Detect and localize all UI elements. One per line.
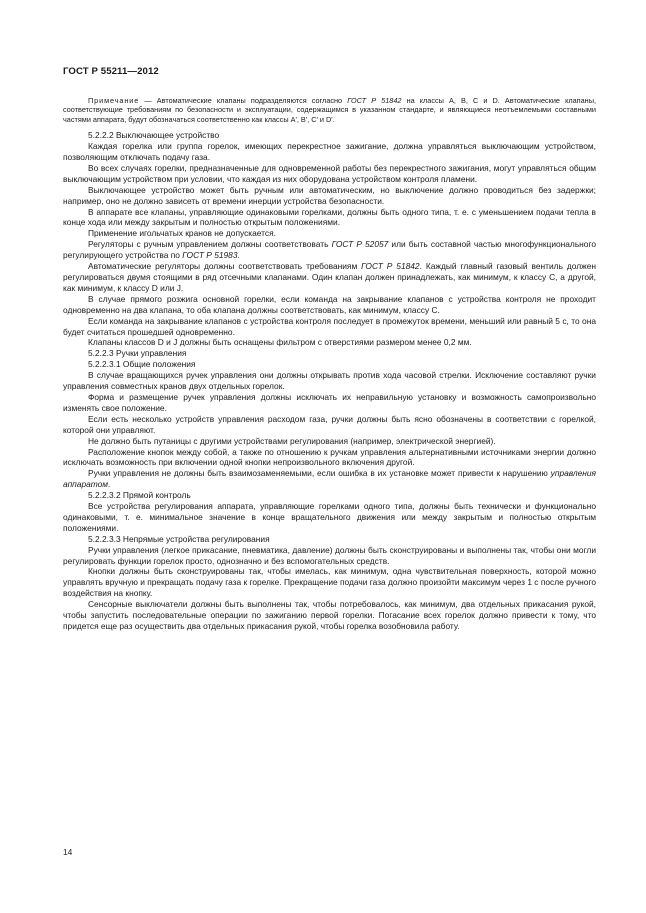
paragraph: В аппарате все клапаны, управляющие одинаковыми горелками, должны быть одного типа, т. е. с уменьшением подачи тепла в конце хода или между закрытым и полностью открытым положениями. [63, 206, 596, 228]
paragraph: Ручки управления (легкое прикасание, пневматика, давление) должны быть сконструированы и выполнены так, чтобы они могли регулировать функции горелок просто, однозначно и без вспомогательных средств. [63, 544, 596, 566]
paragraph: Автоматические регуляторы должны соответствовать требованиям ГОСТ Р 51842. Каждый главный газовый вентиль должен регулироваться двумя стоящими в ряд отсечными клапанами. Один клапан должен принадлежать, как минимум, к классу С, а другой, как минимум, к классу D или J. [63, 261, 596, 293]
note-paragraph: Примечание — Автоматические клапаны подразделяются согласно ГОСТ Р 51842 на классы А, В, С и D. Автоматические клапаны, соответствующие требованиям по безопасности и эксплуатации, содержащимся в указанном стандарте, и являющиеся неотъемлемыми составными частями аппарата, будут обозначаться соответственно как классы А', В', С' и D'. [63, 96, 596, 124]
paragraph: Форма и размещение ручек управления должны исключать их неправильную установку и возможность самопроизвольно изменять свое положение. [63, 391, 596, 413]
paragraph: Ручки управления не должны быть взаимозаменяемыми, если ошибка в их установке может привести к нарушению управления аппаратом. [63, 468, 596, 490]
emphasis: управления аппаратом [63, 468, 596, 490]
paragraph: Кнопки должны быть сконструированы так, чтобы имелась, как минимум, одна чувствительная поверхность, которой можно управлять вручную и прекращать подачу газа к горелке. Прекращение подачи газа должно произойти максимум через 1 с после ручного воздействия на кнопку. [63, 566, 596, 599]
subsection-heading-52232: 5.2.2.3.2 Прямой контроль [88, 490, 191, 501]
paragraph: Не должно быть путаницы с другими устройствами регулирования (например, электрической энергией). [88, 435, 496, 446]
document-body [63, 96, 596, 632]
paragraph: Во всех случаях горелки, предназначенные для одновременной работы без перекрестного зажигания, могут управляться общим выключающим устройством при условии, что каждая из них оборудована устройством контроля пламени. [63, 162, 596, 184]
paragraph: Сенсорные выключатели должны быть выполнены так, чтобы потребовалось, как минимум, два отдельных прикасания рукой, чтобы запустить последовательные операции по зажиганию первой горелки. Погасание всех горелок должно привести к тому, что придется еще раз осуществить два отдельных прикасания рукой, чтобы горелка возобновила работу. [63, 599, 596, 631]
paragraph: Если команда на закрывание клапанов с устройства контроля последует в промежуток времени, меньший или равный 5 с, то она будет считаться прошедшей одновременно. [63, 315, 596, 337]
paragraph: Клапаны классов D и J должны быть оснащены фильтром с отверстиями размером менее 0,2 мм. [88, 337, 472, 348]
standard-reference: ГОСТ Р 51842 [347, 96, 402, 105]
paragraph: Расположение кнопок между собой, а также по отношению к ручкам управления альтернативными источниками энергии должно исключать возможность при включении одной кнопки непроизвольного включения другой. [63, 446, 596, 468]
section-heading-5223: 5.2.2.3 Ручки управления [88, 348, 187, 359]
paragraph: Регуляторы с ручным управлением должны соответствовать ГОСТ Р 52057 или быть составной частью многофункционального регулирующего устройства по ГОСТ Р 51983. [63, 239, 596, 261]
paragraph: Если есть несколько устройств управления расходом газа, ручки должны быть ясно обозначены в соответствии с горелкой, которой они управляют. [63, 413, 596, 435]
subsection-heading-52231: 5.2.2.3.1 Общие положения [88, 359, 196, 370]
paragraph: Применение игольчатых кранов не допускается. [88, 228, 276, 239]
subsection-heading-52233: 5.2.2.3.3 Непрямые устройства регулирования [88, 533, 270, 544]
standard-reference: ГОСТ Р 51983 [182, 250, 238, 261]
document-header: ГОСТ Р 55211—2012 [63, 66, 159, 77]
standard-reference: ГОСТ Р 52057 [331, 239, 389, 250]
standard-reference: ГОСТ Р 51842 [361, 261, 420, 272]
paragraph: Все устройства регулирования аппарата, управляющие горелками одного типа, должны быть технически и функционально одинаковыми, т. е. минимальное значение в конце вращательного движения или между закрытым и полностью открытым положениями. [63, 501, 596, 533]
page-number: 14 [63, 847, 73, 857]
note-label: Примечание [88, 96, 140, 105]
paragraph: Выключающее устройство может быть ручным или автоматическим, но выключение должно проводиться без задержки; например, оно не должно зависеть от времени инерции устройства безопасности. [63, 184, 596, 206]
paragraph: В случае вращающихся ручек управления они должны открывать против хода часовой стрелки. Исключение составляют ручки управления совместных кранов двух отдельных горелок. [63, 370, 596, 392]
paragraph: Каждая горелка или группа горелок, имеющих перекрестное зажигание, должна управляться выключающим устройством, позволяющим отключать подачу газа. [63, 141, 596, 163]
paragraph: В случае прямого розжига основной горелки, если команда на закрывание клапанов с устройства контроля не проходит одновременно на два клапана, то оба клапана должны соответствовать, как минимум, классу С. [63, 293, 596, 315]
section-heading-5222: 5.2.2.2 Выключающее устройство [88, 130, 220, 141]
